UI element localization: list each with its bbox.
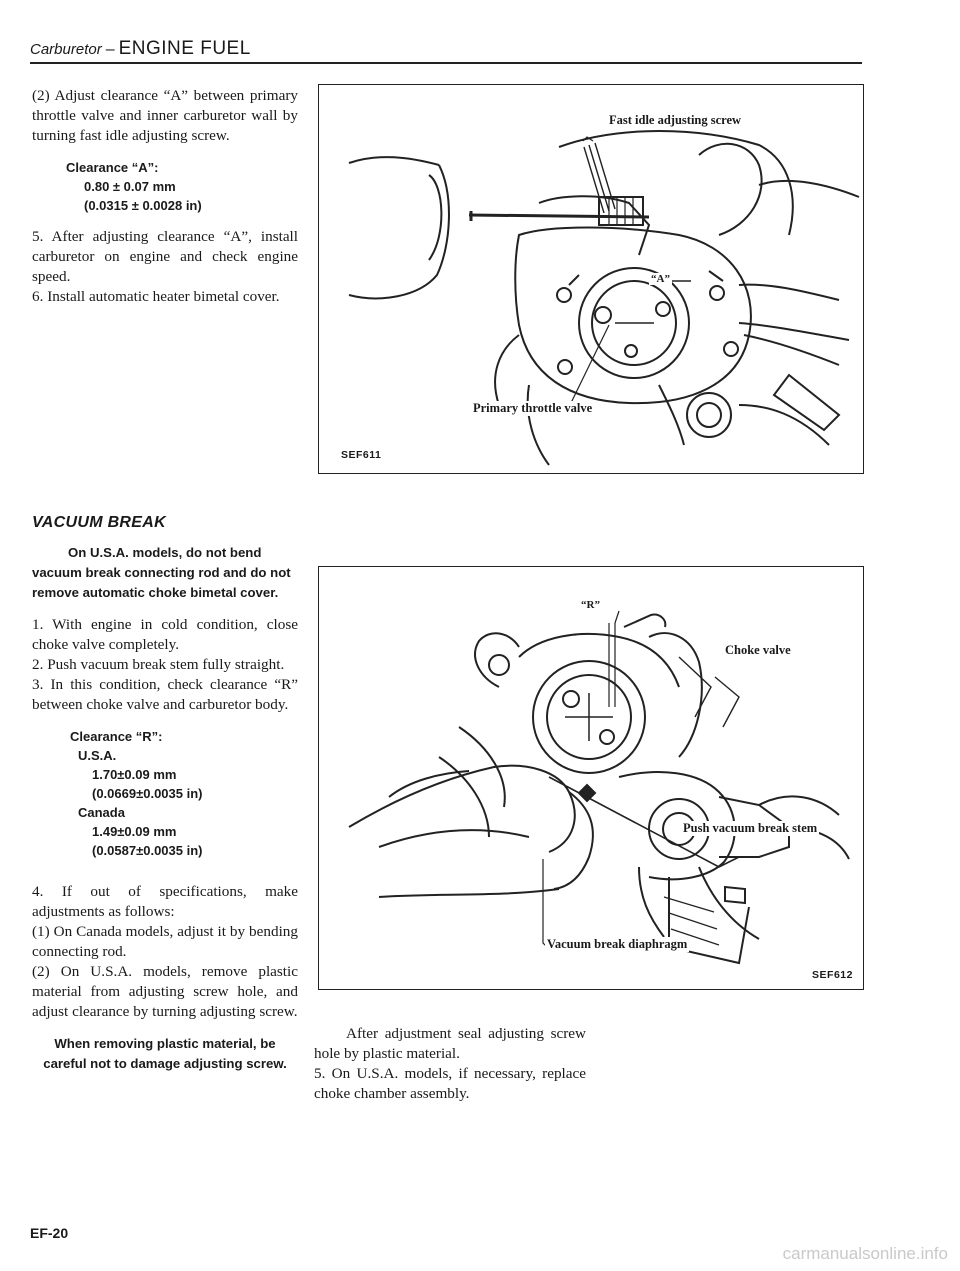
section-name: Carburetor xyxy=(30,41,102,58)
clearance-r-spec xyxy=(32,727,298,860)
step-5-replace: 5. On U.S.A. models, if necessary, replace choke chamber assembly. xyxy=(314,1065,586,1102)
section-heading-vacuum-break: VACUUM BREAK xyxy=(32,514,166,531)
paragraph-adjust-a: (2) Adjust clearance “A” between primary throttle valve and inner carburetor wall by turning fast idle adjusting screw. xyxy=(32,87,298,144)
warning-note: On U.S.A. models, do not bend vacuum break connecting rod and do not remove automatic choke bimetal cover. xyxy=(32,545,291,600)
right-column xyxy=(314,1024,586,1104)
clearance-a-in: (0.0315 ± 0.0028 in) xyxy=(84,198,202,213)
label-fast-idle-screw: Fast idle adjusting screw xyxy=(609,113,742,127)
sub-step-1: (1) On Canada models, adjust it by bending connecting rod. xyxy=(32,923,298,960)
usa-in: (0.0669±0.0035 in) xyxy=(92,786,203,801)
usa-label: U.S.A. xyxy=(78,748,117,763)
canada-label: Canada xyxy=(78,805,125,820)
figure-fast-idle xyxy=(318,84,864,474)
caution-note: When removing plastic material, be careful not to damage adjusting screw. xyxy=(43,1036,287,1071)
step-4: 4. If out of specifications, make adjustments as follows: xyxy=(32,883,298,920)
carburetor-drawing-2 xyxy=(319,567,863,989)
clearance-a-spec xyxy=(32,158,298,215)
step-2: 2. Push vacuum break stem fully straight. xyxy=(32,656,285,673)
canada-mm: 1.49±0.09 mm xyxy=(92,824,177,839)
left-column xyxy=(32,86,298,1074)
figure-code-1: SEF611 xyxy=(341,449,382,461)
step-6: 6. Install automatic heater bimetal cover. xyxy=(32,288,280,305)
label-primary-throttle-valve: Primary throttle valve xyxy=(473,401,593,415)
figure-code-2: SEF612 xyxy=(812,969,853,981)
header-rule xyxy=(30,62,862,64)
label-clearance-a: “A” xyxy=(651,273,670,285)
canada-in: (0.0587±0.0035 in) xyxy=(92,843,203,858)
label-choke-valve: Choke valve xyxy=(725,643,791,657)
step-1: 1. With engine in cold condition, close choke valve completely. xyxy=(32,616,298,653)
figure-vacuum-break xyxy=(318,566,864,990)
paragraph-seal: After adjustment seal adjusting screw hole by plastic material. xyxy=(314,1025,586,1062)
watermark: carmanualsonline.info xyxy=(782,1244,948,1263)
page-number: EF-20 xyxy=(30,1225,69,1241)
label-clearance-r: “R” xyxy=(581,599,600,611)
page-title: ENGINE FUEL xyxy=(118,38,251,59)
step-3: 3. In this condition, check clearance “R” between choke valve and carburetor body. xyxy=(32,676,298,713)
header-dash: – xyxy=(105,41,115,58)
usa-mm: 1.70±0.09 mm xyxy=(92,767,177,782)
clearance-r-label: Clearance “R”: xyxy=(70,729,163,744)
sub-step-2: (2) On U.S.A. models, remove plastic material from adjusting screw hole, and adjust clearance by turning adjusting screw. xyxy=(32,963,298,1020)
label-push-vacuum-break-stem: Push vacuum break stem xyxy=(683,821,818,835)
clearance-a-label: Clearance “A”: xyxy=(66,160,159,175)
clearance-a-mm: 0.80 ± 0.07 mm xyxy=(84,179,176,194)
step-5: 5. After adjusting clearance “A”, install carburetor on engine and check engine speed. xyxy=(32,228,298,285)
page-header xyxy=(30,38,862,60)
label-vacuum-break-diaphragm: Vacuum break diaphragm xyxy=(547,937,688,951)
